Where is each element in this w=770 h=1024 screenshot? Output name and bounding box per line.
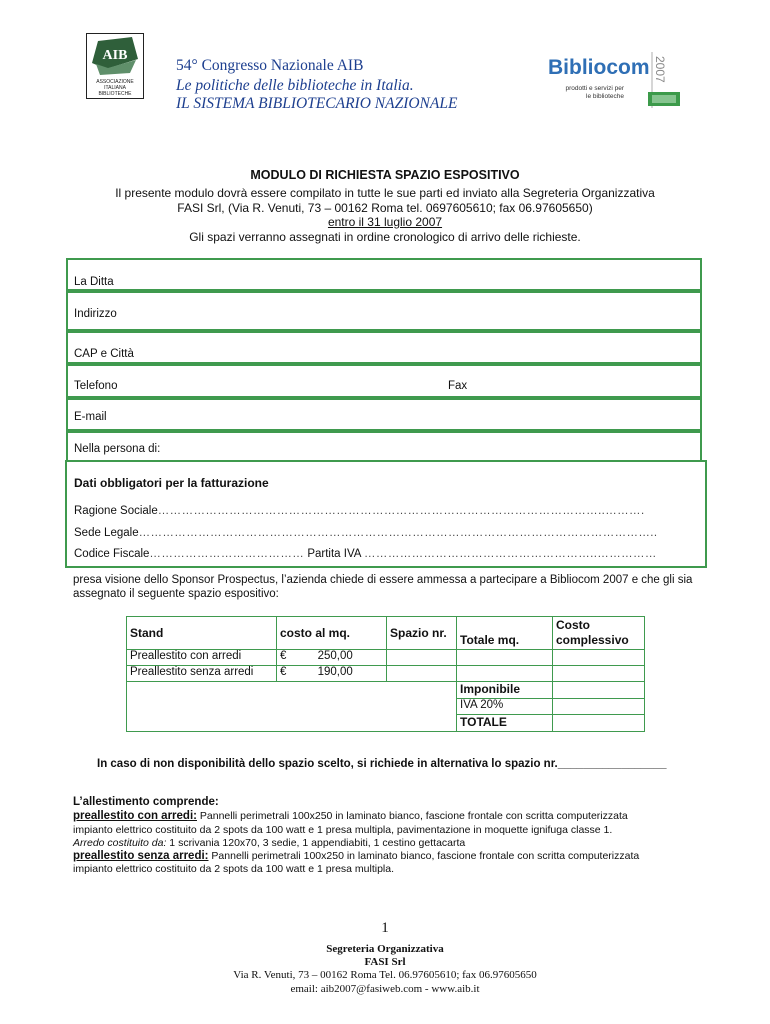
allestimento-con-arredi xyxy=(73,810,628,822)
iva-label: IVA 20% xyxy=(457,699,553,715)
field-email-label: E-mail xyxy=(74,411,107,423)
aib-logo-caption-3: BIBLIOTECHE xyxy=(98,91,132,97)
row-1-costo-input[interactable] xyxy=(553,650,645,666)
row-1-cost xyxy=(277,650,387,666)
intro-line-2: FASI Srl, (Via R. Venuti, 73 – 00162 Roma tel. 0697605610; fax 06.97605650) xyxy=(177,201,593,215)
intro-line-1: Il presente modulo dovrà essere compilato in tutte le sue parti ed inviato alla Segreteria Organizzativa xyxy=(115,186,655,200)
field-ditta-label: La Ditta xyxy=(74,276,114,288)
congress-subtitle: Le politiche delle biblioteche in Italia. xyxy=(176,77,414,94)
header-spazio: Spazio nr. xyxy=(387,617,457,650)
page-number: 1 xyxy=(381,920,389,936)
arredo-label: Arredo costituito da: xyxy=(73,837,167,849)
field-telefono-label: Telefono xyxy=(74,380,118,392)
congress-title: 54° Congresso Nazionale AIB xyxy=(176,57,364,74)
imponibile-label: Imponibile xyxy=(457,682,553,699)
field-indirizzo[interactable] xyxy=(66,291,702,331)
table-row xyxy=(127,682,645,699)
aib-logo-caption-1: ASSOCIAZIONE xyxy=(96,79,134,85)
row-2-costo-input[interactable] xyxy=(553,666,645,682)
table-row xyxy=(127,666,645,682)
row-2-cost xyxy=(277,666,387,682)
row-1-stand: Preallestito con arredi xyxy=(127,650,277,666)
table-row xyxy=(127,650,645,666)
header-costo-line-2: complessivo xyxy=(556,633,629,647)
row-2-spazio-input[interactable] xyxy=(387,666,457,682)
con-arredi-text: Pannelli perimetrali 100x250 in laminato bianco, fascione frontale con scritta computerizzata xyxy=(196,810,628,822)
footer-line-4: email: aib2007@fasiweb.com - www.aib.it xyxy=(290,983,480,995)
totale-label: TOTALE xyxy=(457,715,553,732)
sede-legale-label: Sede Legale xyxy=(74,527,139,539)
footer-line-2: FASI Srl xyxy=(364,956,406,968)
row-2-stand: Preallestito senza arredi xyxy=(127,666,277,682)
totale-input[interactable] xyxy=(553,715,645,732)
arredo-text: 1 scrivania 120x70, 3 sedie, 1 appendiabiti, 1 cestino gettacarta xyxy=(166,837,466,849)
field-telefono-fax[interactable] xyxy=(66,364,702,398)
sede-legale-field[interactable] xyxy=(74,527,657,539)
aib-logo-caption-2: ITALIANA xyxy=(104,85,126,91)
field-cap-citta[interactable] xyxy=(66,331,702,364)
allestimento-arredo xyxy=(73,837,465,849)
header-costo-mq: costo al mq. xyxy=(277,617,387,650)
field-fax-label: Fax xyxy=(448,380,468,392)
footer-line-1: Segreteria Organizzativa xyxy=(326,943,444,955)
partita-iva-dots: …………………………………………………..…………… xyxy=(364,548,657,560)
senza-arredi-text: Pannelli perimetrali 100x250 in laminato bianco, fascione frontale con scritta computerizzata xyxy=(208,850,640,862)
codice-fiscale-label: Codice Fiscale xyxy=(74,548,150,560)
partita-iva-label: Partita IVA xyxy=(307,548,361,560)
bibliocom-tagline-1: prodotti e servizi per xyxy=(565,85,624,92)
stand-table xyxy=(126,616,645,732)
row-1-totale-mq-input[interactable] xyxy=(457,650,553,666)
field-persona-label: Nella persona di: xyxy=(74,443,161,455)
bibliocom-tagline-2: le biblioteche xyxy=(586,93,624,100)
field-ditta[interactable] xyxy=(66,258,702,291)
row-1-spazio-input[interactable] xyxy=(387,650,457,666)
row-1-price: 250,00 xyxy=(317,650,353,662)
row-2-totale-mq-input[interactable] xyxy=(457,666,553,682)
header-costo-complessivo xyxy=(553,617,645,650)
ragione-sociale-dots: …………………………………………………………………………………………………..………. xyxy=(157,505,645,517)
aib-logo xyxy=(86,33,144,99)
request-line-1: presa visione dello Sponsor Prospectus, l’azienda chiede di essere ammessa a partecipare a Bibliocom 2007 e che gli sia xyxy=(73,574,693,586)
table-header-row xyxy=(127,617,645,650)
bibliocom-logo xyxy=(544,50,684,112)
iva-input[interactable] xyxy=(553,699,645,715)
header-stand: Stand xyxy=(127,617,277,650)
alternative-line xyxy=(97,758,666,770)
header-totale-mq: Totale mq. xyxy=(457,617,553,650)
senza-arredi-line-2: impianto elettrico costituito da 2 spots da 100 watt e 1 presa multipla. xyxy=(73,863,395,875)
con-arredi-label: preallestito con arredi: xyxy=(73,810,197,822)
bibliocom-year: 2007 xyxy=(653,56,667,83)
allestimento-title: L’allestimento comprende: xyxy=(73,796,219,808)
alternative-blank[interactable]: _________________ xyxy=(557,758,667,770)
alternative-text: In caso di non disponibilità dello spazio scelto, si richiede in alternativa lo spazio nr. xyxy=(97,758,558,770)
field-indirizzo-label: Indirizzo xyxy=(74,308,117,320)
footer-line-3: Via R. Venuti, 73 – 00162 Roma Tel. 06.97605610; fax 06.97605650 xyxy=(233,969,537,981)
billing-title: Dati obbligatori per la fatturazione xyxy=(74,476,269,490)
congress-system: IL SISTEMA BIBLIOTECARIO NAZIONALE xyxy=(176,95,458,112)
imponibile-input[interactable] xyxy=(553,682,645,699)
field-persona[interactable] xyxy=(66,431,702,462)
intro-line-3: Gli spazi verranno assegnati in ordine cronologico di arrivo delle richieste. xyxy=(189,230,581,244)
request-line-2: assegnato il seguente spazio espositivo: xyxy=(73,588,279,600)
sede-legale-dots: ………………………………………………………………………………………………………………….. xyxy=(138,527,658,539)
deadline: entro il 31 luglio 2007 xyxy=(327,215,443,229)
row-2-currency: € xyxy=(280,666,287,678)
allestimento-senza-arredi xyxy=(73,850,639,862)
bibliocom-logo-text: Bibliocom xyxy=(548,56,650,79)
senza-arredi-label: preallestito senza arredi: xyxy=(73,850,209,862)
row-2-price: 190,00 xyxy=(317,666,353,678)
aib-logo-letters: AIB xyxy=(102,48,128,63)
con-arredi-line-2: impianto elettrico costituito da 2 spots da 100 watt e 1 presa multipla, pavimentazione in moquette ignifuga classe 1. xyxy=(73,824,613,836)
field-cap-label: CAP e Città xyxy=(74,348,134,360)
empty-block xyxy=(127,682,457,732)
codice-fiscale-field[interactable] xyxy=(74,548,657,560)
row-1-currency: € xyxy=(280,650,287,662)
codice-fiscale-dots: ………………………………… xyxy=(149,548,305,560)
ragione-sociale-label: Ragione Sociale xyxy=(74,505,158,517)
header-costo-line-1: Costo xyxy=(556,618,590,632)
ragione-sociale-field[interactable] xyxy=(74,505,645,517)
field-email[interactable] xyxy=(66,398,702,431)
form-title: MODULO DI RICHIESTA SPAZIO ESPOSITIVO xyxy=(250,168,520,182)
